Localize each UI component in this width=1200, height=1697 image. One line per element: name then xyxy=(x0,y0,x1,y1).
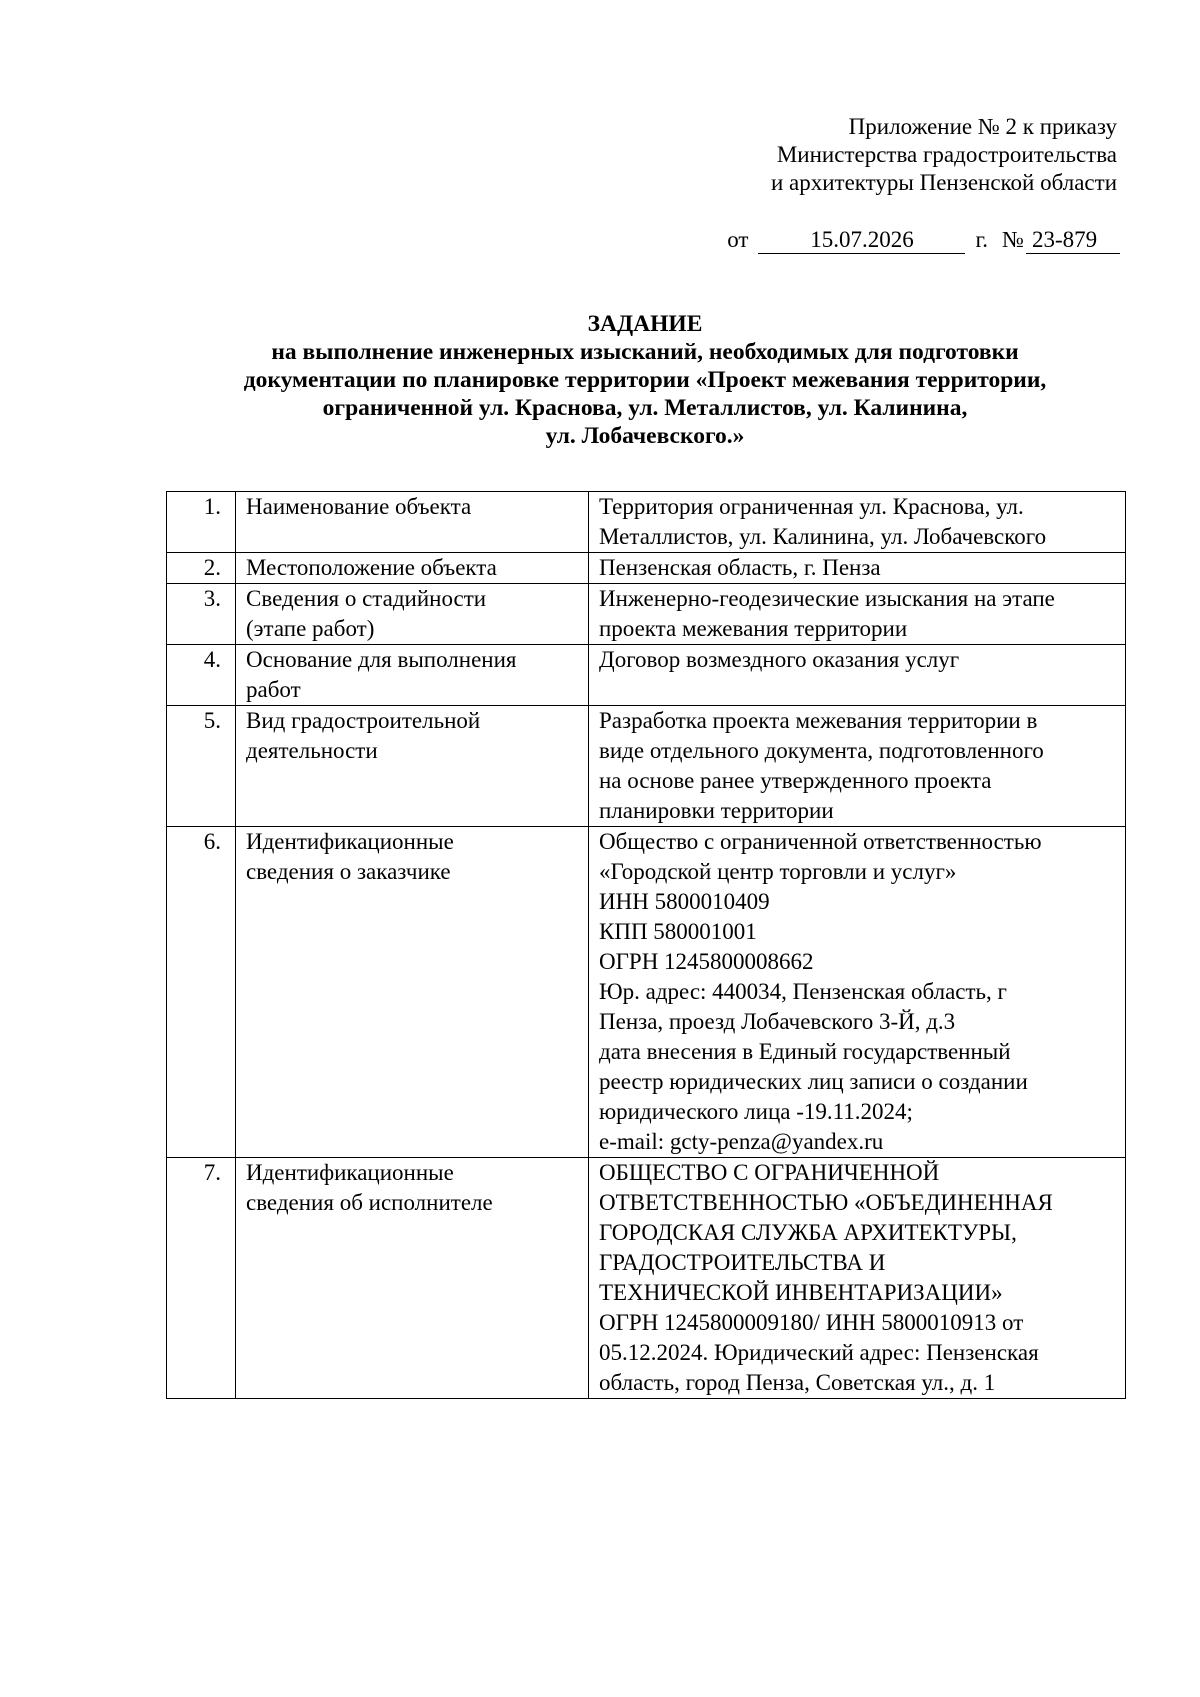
row-value-line: Пенза, проезд Лобачевского 3-Й, д.3 xyxy=(599,1009,956,1034)
row-value-line: виде отдельного документа, подготовленного xyxy=(599,738,1044,763)
row-name-line: Основание для выполнения xyxy=(246,647,517,672)
row-value-line: на основе ранее утвержденного проекта xyxy=(599,768,992,793)
row-name-line: сведения об исполнителе xyxy=(246,1190,493,1215)
row-number: 4. xyxy=(167,645,236,706)
row-name xyxy=(236,492,589,553)
row-name-line: Сведения о стадийности xyxy=(246,586,487,611)
order-number-sign: № xyxy=(1002,227,1024,252)
row-name-line: деятельности xyxy=(246,738,378,763)
row-name-line: (этапе работ) xyxy=(246,616,375,641)
row-value xyxy=(589,553,1126,584)
row-value xyxy=(589,645,1126,706)
row-value xyxy=(589,827,1126,1158)
document-heading xyxy=(150,310,1140,450)
row-value-line: ГОРОДСКАЯ СЛУЖБА АРХИТЕКТУРЫ, xyxy=(599,1220,1017,1245)
row-value-line: дата внесения в Единый государственный xyxy=(599,1039,1011,1064)
row-value-line: Металлистов, ул. Калинина, ул. Лобачевского xyxy=(599,524,1047,549)
row-name xyxy=(236,645,589,706)
row-value-line: 05.12.2024. Юридический адрес: Пензенская xyxy=(599,1340,1039,1365)
heading-line: ул. Лобачевского.» xyxy=(545,423,745,449)
row-name xyxy=(236,1158,589,1399)
row-name-line: сведения о заказчике xyxy=(246,859,451,884)
row-number: 1. xyxy=(167,492,236,553)
table-row xyxy=(167,827,1126,1158)
order-number: 23-879 xyxy=(1026,227,1120,254)
order-date: 15.07.2026 xyxy=(758,227,965,254)
row-value-line: Общество с ограниченной ответственностью xyxy=(599,829,1042,854)
row-value-line: Пензенская область, г. Пенза xyxy=(599,555,881,580)
row-value xyxy=(589,706,1126,827)
task-table xyxy=(166,491,1126,1399)
row-value-line: проекта межевания территории xyxy=(599,616,908,641)
document-title: ЗАДАНИЕ xyxy=(587,311,703,337)
row-value-line: Разработка проекта межевания территории в xyxy=(599,708,1038,733)
row-name xyxy=(236,827,589,1158)
row-value xyxy=(589,1158,1126,1399)
row-number: 5. xyxy=(167,706,236,827)
row-value-line: КПП 580001001 xyxy=(599,919,757,944)
row-value-line: ОГРН 1245800009180/ ИНН 5800010913 от xyxy=(599,1310,1024,1335)
row-value-line: Инженерно-геодезические изыскания на этапе xyxy=(599,586,1055,611)
row-number: 3. xyxy=(167,584,236,645)
row-value-line: ОТВЕТСТВЕННОСТЬЮ «ОБЪЕДИНЕННАЯ xyxy=(599,1190,1053,1215)
table-row xyxy=(167,1158,1126,1399)
row-value-line: ИНН 5800010409 xyxy=(599,889,770,914)
table-row xyxy=(167,584,1126,645)
row-value-line: ОБЩЕСТВО С ОГРАНИЧЕННОЙ xyxy=(599,1160,940,1185)
row-value-line: планировки территории xyxy=(599,798,834,823)
heading-line: на выполнение инженерных изысканий, необходимых для подготовки xyxy=(271,339,1019,365)
appendix-block xyxy=(771,113,1117,197)
row-value-line: ТЕХНИЧЕСКОЙ ИНВЕНТАРИЗАЦИИ» xyxy=(599,1280,1003,1305)
row-value-line: «Городской центр торговли и услуг» xyxy=(599,859,957,884)
table-row xyxy=(167,492,1126,553)
task-table-body xyxy=(167,492,1126,1399)
table-row xyxy=(167,706,1126,827)
row-value-line: ОГРН 1245800008662 xyxy=(599,949,814,974)
appendix-line: и архитектуры Пензенской области xyxy=(770,170,1117,195)
row-number: 7. xyxy=(167,1158,236,1399)
appendix-line: Приложение № 2 к приказу xyxy=(848,114,1117,139)
table-row xyxy=(167,645,1126,706)
row-name-line: Вид градостроительной xyxy=(246,708,481,733)
row-number: 6. xyxy=(167,827,236,1158)
order-year-suffix: г. xyxy=(975,227,989,252)
row-value-line: юридического лица -19.11.2024; xyxy=(599,1099,913,1124)
order-from-label: от xyxy=(727,227,749,252)
heading-line: документации по планировке территории «Проект межевания территории, xyxy=(243,367,1047,393)
row-name-line: Идентификационные xyxy=(246,1160,454,1185)
row-value-line: Договор возмездного оказания услуг xyxy=(599,647,960,672)
appendix-line: Министерства градостроительства xyxy=(776,142,1117,167)
row-value-line: e-mail: gcty-penza@yandex.ru xyxy=(599,1129,884,1154)
row-name-line: работ xyxy=(246,677,301,702)
row-name-line: Идентификационные xyxy=(246,829,454,854)
row-name xyxy=(236,706,589,827)
row-value-line: ГРАДОСТРОИТЕЛЬСТВА И xyxy=(599,1250,886,1275)
row-value-line: Юр. адрес: 440034, Пензенская область, г xyxy=(599,979,1007,1004)
row-value xyxy=(589,584,1126,645)
row-value-line: реестр юридических лиц записи о создании xyxy=(599,1069,1028,1094)
row-name xyxy=(236,584,589,645)
row-value-line: область, город Пенза, Советская ул., д. 1 xyxy=(599,1370,996,1395)
row-name-line: Наименование объекта xyxy=(246,494,472,519)
table-row xyxy=(167,553,1126,584)
row-name-line: Местоположение объекта xyxy=(246,555,497,580)
order-line xyxy=(727,226,1120,254)
row-value-line: Территория ограниченная ул. Краснова, ул. xyxy=(599,494,1024,519)
row-name xyxy=(236,553,589,584)
heading-line: ограниченной ул. Краснова, ул. Металлистов, ул. Калинина, xyxy=(322,395,968,421)
row-value xyxy=(589,492,1126,553)
row-number: 2. xyxy=(167,553,236,584)
